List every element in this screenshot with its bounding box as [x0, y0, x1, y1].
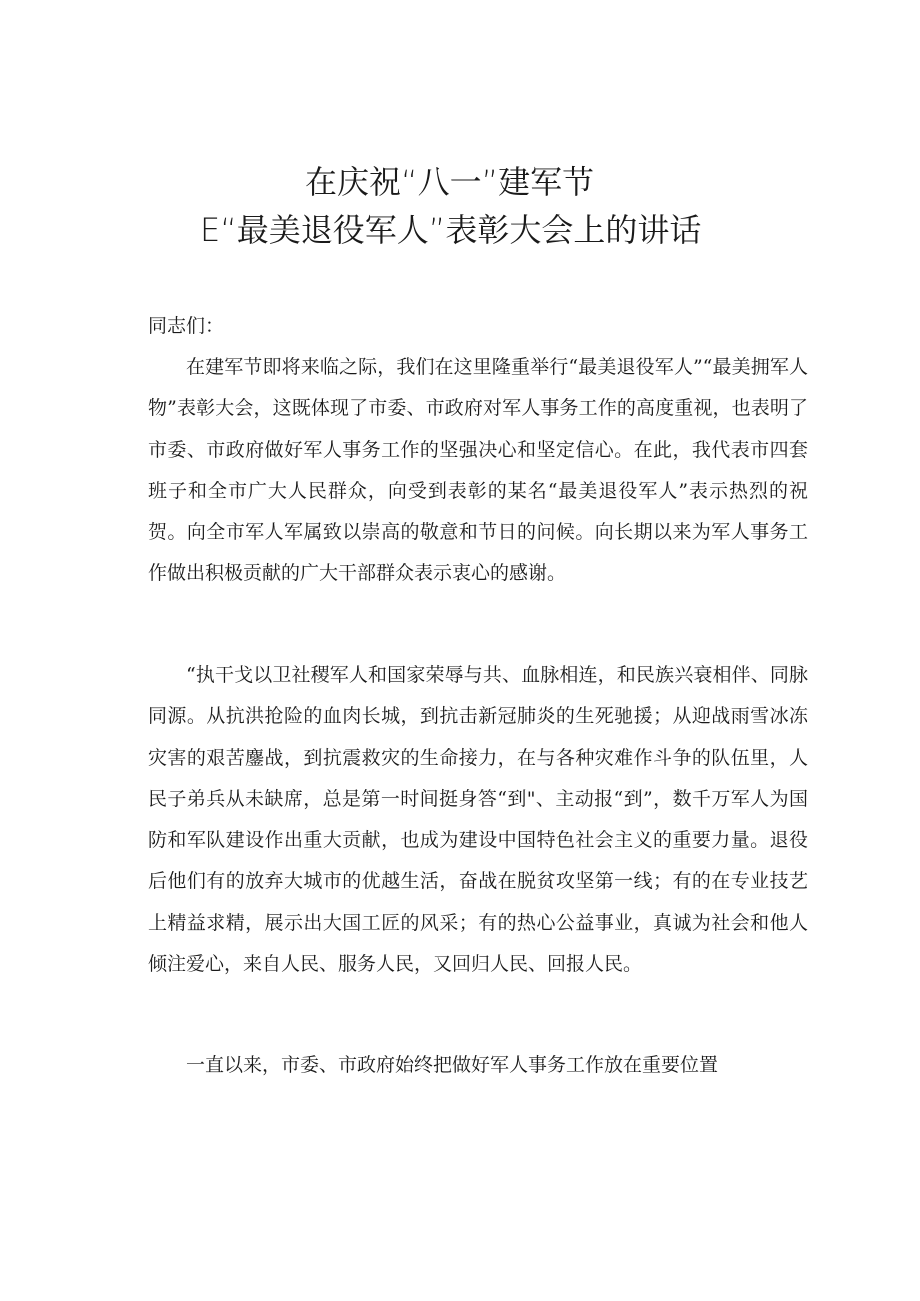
paragraph-3-block [148, 1045, 808, 1086]
salutation: 同志们： [148, 315, 225, 337]
paragraph-2-block [148, 655, 808, 985]
paragraph-2: “执干戈以卫社稷军人和国家荣辱与共、血脉相连，和民族兴衰相伴、同脉同源。从抗洪抢险的血肉长城，到抗击新冠肺炎的生死驰援；从迎战雨雪冰冻灾害的艰苦鏖战，到抗震救灾的生命接力，在与各种灾难作斗争的队伍里，人民子弟兵从未缺席，总是第一时间挺身答“到"、主动报“到”，数千万军人为国防和军队建设作出重大贡献，也成为建设中国特色社会主义的重要力量。退役后他们有的放弃大城市的优越生活，奋战在脱贫攻坚第一线；有的在专业技艺上精益求精，展示出大国工匠的风采；有的热心公益事业，真诚为社会和他人倾注爱心，来自人民、服务人民，又回归人民、回报人民。 [148, 664, 808, 976]
paragraph-3: 一直以来，市委、市政府始终把做好军人事务工作放在重要位置 [186, 1054, 719, 1076]
document-title-line-1: 在庆祝“八一”建军节 [305, 163, 595, 201]
paragraph-1: 在建军节即将来临之际，我们在这里隆重举行“最美退役军人”“最美拥军人物”表彰大会，这既体现了市委、市政府对军人事务工作的高度重视，也表明了市委、市政府做好军人事务工作的坚强决心和坚定信心。在此，我代表市四套班子和全市广大人民群众，向受到表彰的某名“最美退役军人”表示热烈的祝贺。向全市军人军属致以崇高的敬意和节日的问候。向长期以来为军人事务工作做出积极贡献的广大干部群众表示衷心的感谢。 [148, 356, 808, 585]
paragraph-1-block [148, 347, 808, 595]
document-title-line-2: E“最美退役军人”表彰大会上的讲话 [200, 211, 702, 249]
